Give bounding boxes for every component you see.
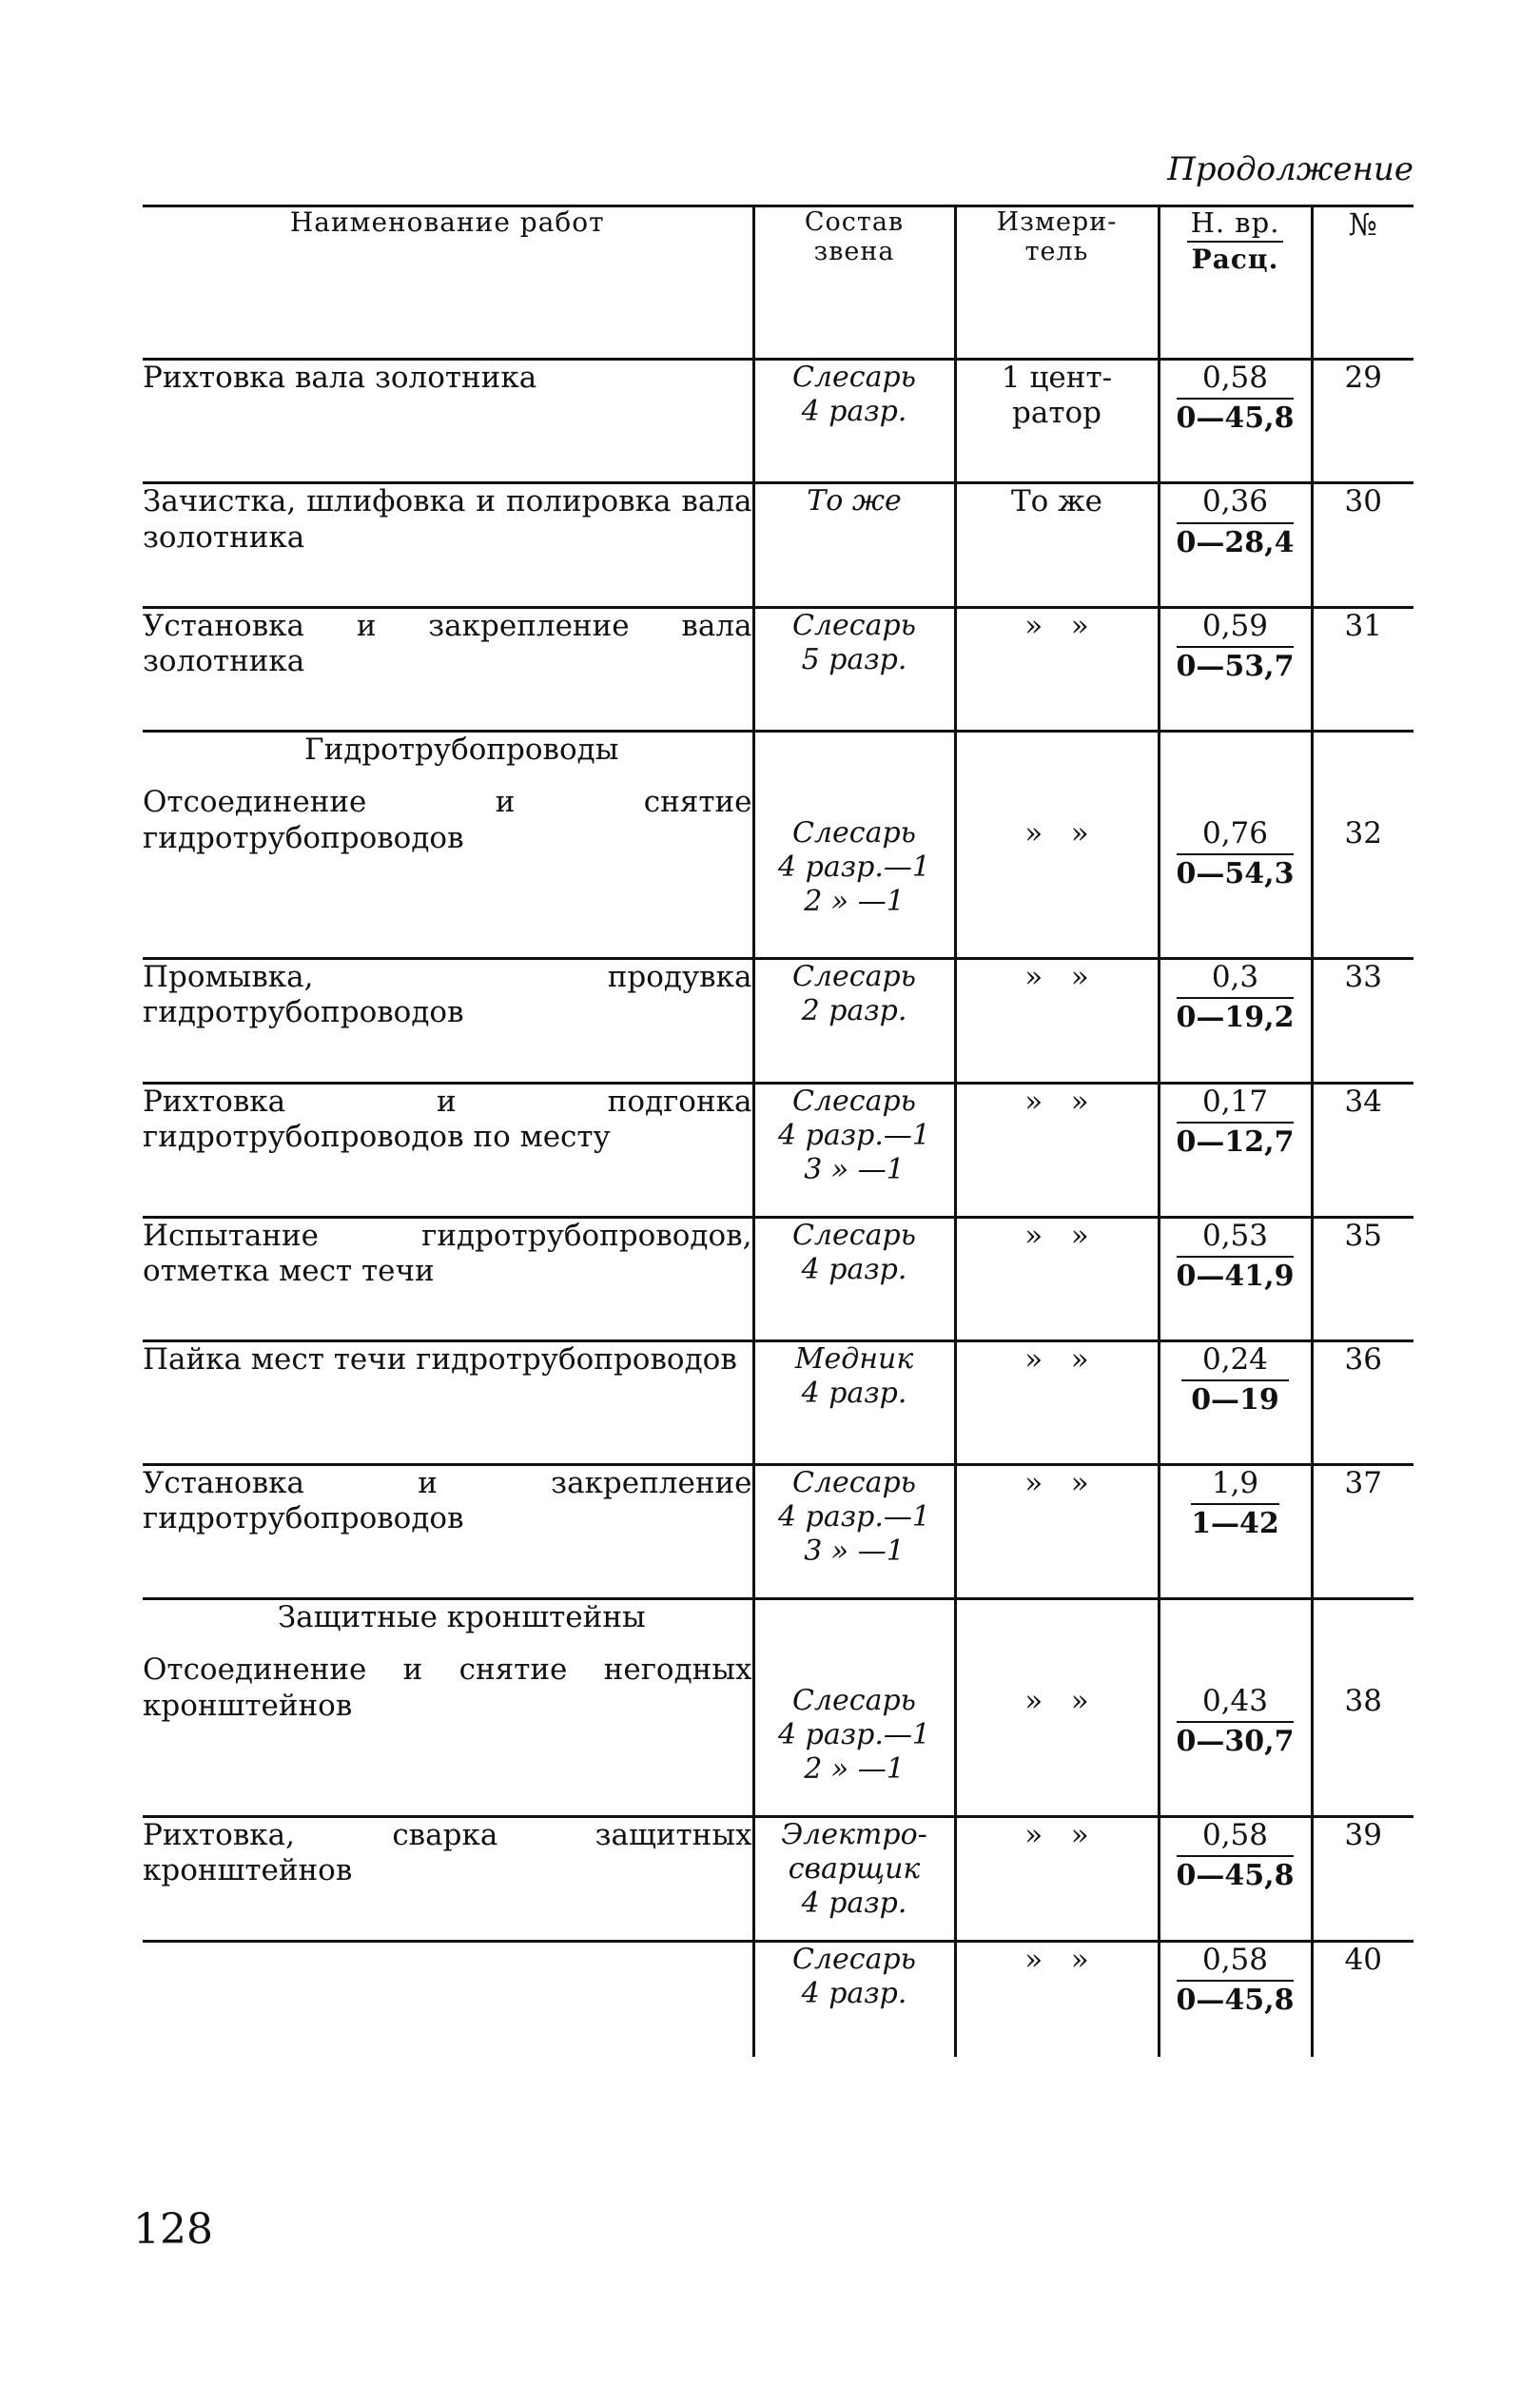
work-name-cell [143,959,753,1083]
continuation-label: Продолжение [1167,150,1413,188]
work-name: Рихтовка и подгонка гидротрубопроводов по месту [143,1084,752,1154]
norm-rate: 1—42 [1191,1507,1279,1541]
crew-cell [753,1340,955,1464]
work-name: Пайка мест течи гидротрубопроводов [143,1341,737,1377]
row-number: 31 [1312,607,1413,731]
crew-line: Слесарь [791,361,917,394]
unit-cell [955,483,1159,607]
norm-time: 1,9 [1191,1466,1279,1505]
crew-cell [753,1942,955,2057]
norm-cell [1159,1340,1312,1464]
page-number: 128 [133,2205,213,2254]
crew-cell [753,1083,955,1217]
unit-line: » » [1024,1818,1089,1853]
unit-line: » » [1024,1684,1089,1719]
crew-line: 4 разр.—1 [778,851,930,885]
header-number: № [1312,206,1413,360]
norm-cell [1159,732,1312,959]
unit-line: » » [1024,1943,1089,1978]
row-number: 35 [1312,1217,1413,1340]
norm-time: 0,58 [1177,1943,1295,1982]
crew-line: сварщик [788,1852,921,1887]
crew-line: Слесарь [791,1943,917,1977]
crew-line: 2 разр. [801,994,907,1028]
crew-line: 2 » —1 [804,1752,905,1787]
header-norm-rate: Расц. [1191,244,1279,276]
norm-time: 0,76 [1177,816,1295,855]
crew-line: Слесарь [791,1466,917,1500]
crew-line: 3 » —1 [804,1152,905,1186]
unit-line: » » [1024,960,1089,995]
row-number: 37 [1312,1465,1413,1599]
unit-line: » » [1024,1341,1089,1377]
crew-line: 4 разр. [801,1887,907,1921]
unit-cell [955,959,1159,1083]
norm-time: 0,58 [1177,1818,1295,1857]
work-name: Промывка, продувка гидротрубопроводов [143,960,752,1030]
norm-cell [1159,607,1312,731]
crew-line: Слесарь [791,1084,917,1118]
unit-cell [955,1942,1159,2057]
norm-rate: 0—30,7 [1176,1725,1295,1759]
row-number: 33 [1312,959,1413,1083]
unit-cell [955,732,1159,959]
crew-line: 4 разр.—1 [778,1718,930,1752]
table-row [143,732,1413,959]
table-row [143,1217,1413,1340]
crew-line: Слесарь [791,1684,917,1718]
table-row [143,483,1413,607]
norm-cell [1159,1942,1312,2057]
work-name: Рихтовка вала золотника [143,361,537,395]
work-name: Рихтовка, сварка защитных кронштейнов [143,1818,752,1888]
crew-line: 4 разр. [801,1376,907,1410]
row-number: 40 [1312,1942,1413,2057]
unit-cell [955,1217,1159,1340]
norm-time: 0,17 [1177,1085,1295,1124]
unit-cell [955,1817,1159,1942]
norm-rate: 0—45,8 [1176,1984,1295,2018]
norm-rate: 0—12,7 [1176,1124,1295,1159]
unit-cell [955,1599,1159,1817]
work-name-cell [143,607,753,731]
unit-line: » » [1024,608,1089,643]
row-number: 30 [1312,483,1413,607]
crew-cell [753,607,955,731]
row-number: 32 [1312,732,1413,959]
norm-rate: 0—45,8 [1176,401,1295,436]
norm-rate: 0—19 [1191,1383,1279,1418]
unit-cell [955,1340,1159,1464]
norm-cell [1159,1817,1312,1942]
work-name-cell [143,1083,753,1217]
row-number: 39 [1312,1817,1413,1942]
crew-line: Слесарь [791,816,917,851]
crew-line: 3 » —1 [804,1535,905,1569]
norm-rate: 0—45,8 [1176,1859,1295,1893]
header-norm-time: Н. вр. [1187,207,1284,243]
unit-line: ратор [1012,396,1101,431]
table-row [143,1465,1413,1599]
table-row [143,1942,1413,2057]
crew-line: Слесарь [791,960,917,994]
norm-cell [1159,1083,1312,1217]
header-work-name: Наименование работ [143,206,753,360]
norm-rate: 0—19,2 [1176,1001,1295,1035]
crew-line: 4 разр. [801,1252,907,1286]
norm-cell [1159,1599,1312,1817]
header-crew: Состав звена [753,206,955,360]
norm-time: 0,3 [1177,960,1295,999]
norm-rate: 0—41,9 [1176,1259,1295,1293]
unit-line: » » [1024,1466,1089,1501]
table-header-row [143,206,1413,360]
table-row [143,360,1413,483]
unit-line: » » [1024,1084,1089,1119]
table-row [143,959,1413,1083]
work-name-cell [143,732,753,959]
work-name: Зачистка, шлифовка и полировка вала золотника [143,484,752,555]
table-row [143,1340,1413,1464]
work-name-cell [143,1599,753,1817]
unit-cell [955,607,1159,731]
table-row [143,1817,1413,1942]
unit-cell [955,360,1159,483]
crew-cell [753,959,955,1083]
crew-line: То же [807,484,902,518]
norm-time: 0,24 [1181,1342,1289,1381]
work-name-cell [143,1340,753,1464]
crew-line: 4 разр. [801,1977,907,2011]
row-number: 36 [1312,1340,1413,1464]
unit-line: » » [1024,816,1089,851]
crew-line: Медник [794,1341,914,1376]
norm-cell [1159,1217,1312,1340]
work-name-cell [143,360,753,483]
norm-time: 0,53 [1177,1219,1295,1258]
work-name-cell [143,1465,753,1599]
crew-cell [753,483,955,607]
norm-time: 0,58 [1177,361,1295,400]
work-name: Установка и закрепление вала золотника [143,608,752,678]
work-name-cell [143,1942,753,2057]
norm-cell [1159,360,1312,483]
crew-line: Слесарь [791,608,917,642]
section-heading: Гидротрубопроводы [304,733,619,768]
crew-line: 4 разр.—1 [778,1500,930,1535]
row-number: 29 [1312,360,1413,483]
crew-cell [753,1817,955,1942]
crew-cell [753,360,955,483]
section-heading: Защитные кронштейны [277,1600,646,1635]
norm-cell [1159,1465,1312,1599]
work-name: Отсоединение и снятие негодных кронштейнов [143,1652,752,1723]
row-number: 34 [1312,1083,1413,1217]
unit-cell [955,1465,1159,1599]
header-unit: Измери- тель [955,206,1159,360]
norm-time: 0,59 [1177,609,1295,648]
row-number: 38 [1312,1599,1413,1817]
crew-cell [753,732,955,959]
crew-line: Электро- [781,1818,927,1852]
table-row [143,607,1413,731]
table-row [143,1083,1413,1217]
work-name-cell [143,483,753,607]
crew-line: 5 разр. [801,642,907,676]
unit-line: То же [1010,484,1103,519]
crew-line: 4 разр. [801,395,907,428]
crew-cell [753,1217,955,1340]
crew-cell [753,1465,955,1599]
crew-line: Слесарь [791,1218,917,1252]
norm-time: 0,43 [1177,1684,1295,1723]
crew-line: 4 разр.—1 [778,1118,930,1152]
norm-time: 0,36 [1177,484,1295,523]
unit-line: » » [1024,1218,1089,1253]
unit-cell [955,1083,1159,1217]
norm-rate: 0—53,7 [1176,649,1295,683]
unit-line: 1 цент- [1001,361,1113,395]
norm-cell [1159,959,1312,1083]
table-row [143,1599,1413,1817]
work-name: Установка и закрепление гидротрубопроводов [143,1466,752,1536]
work-name-cell [143,1817,753,1942]
header-norm [1159,206,1312,360]
norm-rate: 0—28,4 [1176,525,1295,559]
work-norms-table [143,205,1413,2057]
work-name: Отсоединение и снятие гидротрубопроводов [143,785,752,855]
crew-cell [753,1599,955,1817]
work-name: Испытание гидротрубопроводов, отметка мест течи [143,1218,752,1288]
work-name-cell [143,1217,753,1340]
crew-line: 2 » —1 [804,885,905,919]
norm-cell [1159,483,1312,607]
norm-rate: 0—54,3 [1176,857,1295,891]
